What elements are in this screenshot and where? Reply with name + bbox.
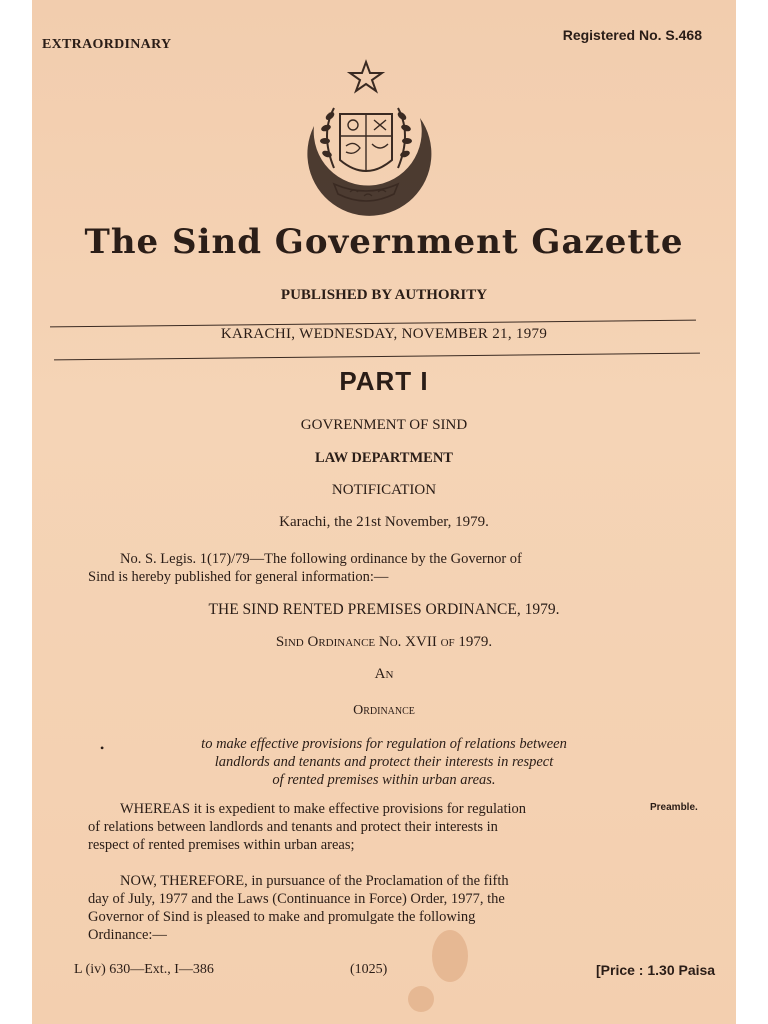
extraordinary-label: EXTRAORDINARY (42, 37, 172, 52)
paper-stain (408, 986, 434, 1012)
footer-reference: L (iv) 630—Ext., I—386 (74, 962, 214, 977)
government-heading: GOVRENMENT OF SIND (300, 417, 468, 433)
bullet-icon: • (100, 741, 105, 755)
place-date: Karachi, the 21st November, 1979. (279, 514, 489, 530)
registration-number: Registered No. S.468 (562, 27, 702, 43)
bottom-rule (54, 353, 700, 361)
whereas-line: WHEREAS it is expedient to make effective provisions for regulation (120, 801, 527, 817)
ordinance-number: Sind Ordinance No. XVII of 1979. (275, 634, 493, 650)
ordinance-heading: Ordinance (353, 703, 415, 718)
paper-stain (432, 930, 468, 982)
preamble-margin-note: Preamble. (650, 802, 698, 813)
purpose-line: landlords and tenants and protect their interests in respect (214, 754, 554, 770)
gazette-page (32, 0, 736, 1024)
dateline: KARACHI, WEDNESDAY, NOVEMBER 21, 1979 (220, 326, 548, 342)
whereas-line: respect of rented premises within urban areas; (88, 837, 355, 853)
price-label: [Price : 1.30 Paisa (596, 962, 716, 978)
notice-line: No. S. Legis. 1(17)/79—The following ordinance by the Governor of (120, 551, 522, 567)
purpose-line: of rented premises within urban areas. (272, 772, 496, 788)
published-by-authority: PUBLISHED BY AUTHORITY (280, 287, 488, 303)
gazette-title: The Sind Government Gazette (84, 222, 684, 262)
page-number: (1025) (350, 962, 388, 977)
notice-line: Sind is hereby published for general information:— (88, 569, 389, 585)
now-therefore-line: Governor of Sind is pleased to make and promulgate the following (88, 909, 476, 925)
whereas-line: of relations between landlords and tenants and protect their interests in (88, 819, 498, 835)
now-therefore-line: Ordinance:— (88, 927, 167, 943)
notification-heading: NOTIFICATION (331, 482, 437, 498)
an-heading: An (374, 666, 394, 682)
now-therefore-line: NOW, THEREFORE, in pursuance of the Proclamation of the fifth (120, 873, 509, 889)
department-heading: LAW DEPARTMENT (315, 450, 453, 466)
part-heading: PART I (339, 366, 429, 396)
now-therefore-line: day of July, 1977 and the Laws (Continuance in Force) Order, 1977, the (88, 891, 505, 907)
crescent-star-emblem-icon (294, 56, 438, 226)
ordinance-purpose (32, 735, 736, 789)
purpose-line: to make effective provisions for regulation of relations between (201, 736, 567, 752)
ordinance-title: THE SIND RENTED PREMISES ORDINANCE, 1979. (208, 601, 560, 618)
